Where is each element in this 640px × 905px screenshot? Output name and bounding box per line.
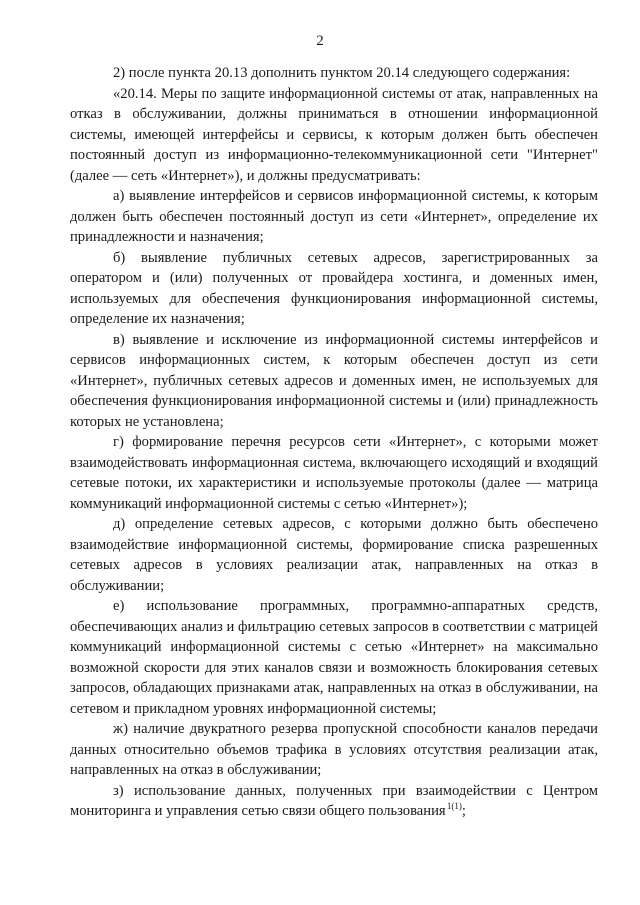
page-number: 2 (316, 33, 324, 49)
paragraph-20-14: «20.14. Меры по защите информационной системы от атак, направленных на отказ в обслуживании, должны приниматься в отношении информационной системы, имеющей интерфейсы и сервисы, к которым должен быть обеспечен постоянный доступ из информационно-телекоммуникационной сети "Интернет" (далее — сеть «Интернет»), и должны предусматривать: (70, 85, 598, 184)
paragraph-item-z-text: з) использование данных, полученных при взаимодействии с Центром мониторинга и управления сетью связи общего пользования (70, 782, 598, 819)
paragraph-item-z-end: ; (461, 803, 466, 819)
paragraph-item-z (70, 781, 598, 822)
paragraph-item-zh: ж) наличие двукратного резерва пропускной способности каналов передачи данных относительно объемов трафика в условиях отсутствия реализации атак, направленных на отказ в обслуживании; (70, 721, 598, 778)
paragraph-item-v: в) выявление и исключение из информационной системы интерфейсов и сервисов информационных систем, к которым обеспечен доступ из сети «Интернет», публичных сетевых адресов и доменных имен, не используемых для обеспечения функционирования информационной системы и (или) принадлежность которых не установлена; (70, 331, 598, 430)
paragraph-amendment-intro: 2) после пункта 20.13 дополнить пунктом 20.14 следующего содержания: (113, 65, 571, 81)
footnote-reference: 1(1) (446, 801, 462, 812)
paragraph-item-a: а) выявление интерфейсов и сервисов информационной системы, к которым должен быть обеспечен постоянный доступ из сети «Интернет», определение их принадлежности и назначения; (70, 188, 598, 245)
paragraph-item-e: е) использование программных, программно-аппаратных средств, обеспечивающих анализ и фильтрацию сетевых запросов в соответствии с матрицей коммуникаций информационной системы с сетью «Интернет» на максимально возможной скорости для этих каналов связи и возможность блокирования сетевых запросов, обладающих признаками атак, направленных на отказ в обслуживании, на сетевом и прикладном уровнях информационной системы; (70, 598, 598, 717)
paragraph-item-g: г) формирование перечня ресурсов сети «Интернет», с которыми может взаимодействовать информационная система, включающего исходящий и входящий сетевые потоки, их характеристики и используемые протоколы (далее — матрица коммуникаций информационной системы с сетью «Интернет»); (70, 434, 598, 512)
paragraph-item-d: д) определение сетевых адресов, с которыми должно быть обеспечено взаимодействие информационной системы, формирование списка разрешенных сетевых адресов в условиях реализации атак, направленных на отказ в обслуживании; (70, 516, 598, 594)
document-body (70, 63, 598, 822)
paragraph-item-b: б) выявление публичных сетевых адресов, зарегистрированных за оператором и (или) полученных от провайдера хостинга, и доменных имен, используемых для обеспечения функционирования информационной системы, определение их назначения; (70, 249, 598, 327)
